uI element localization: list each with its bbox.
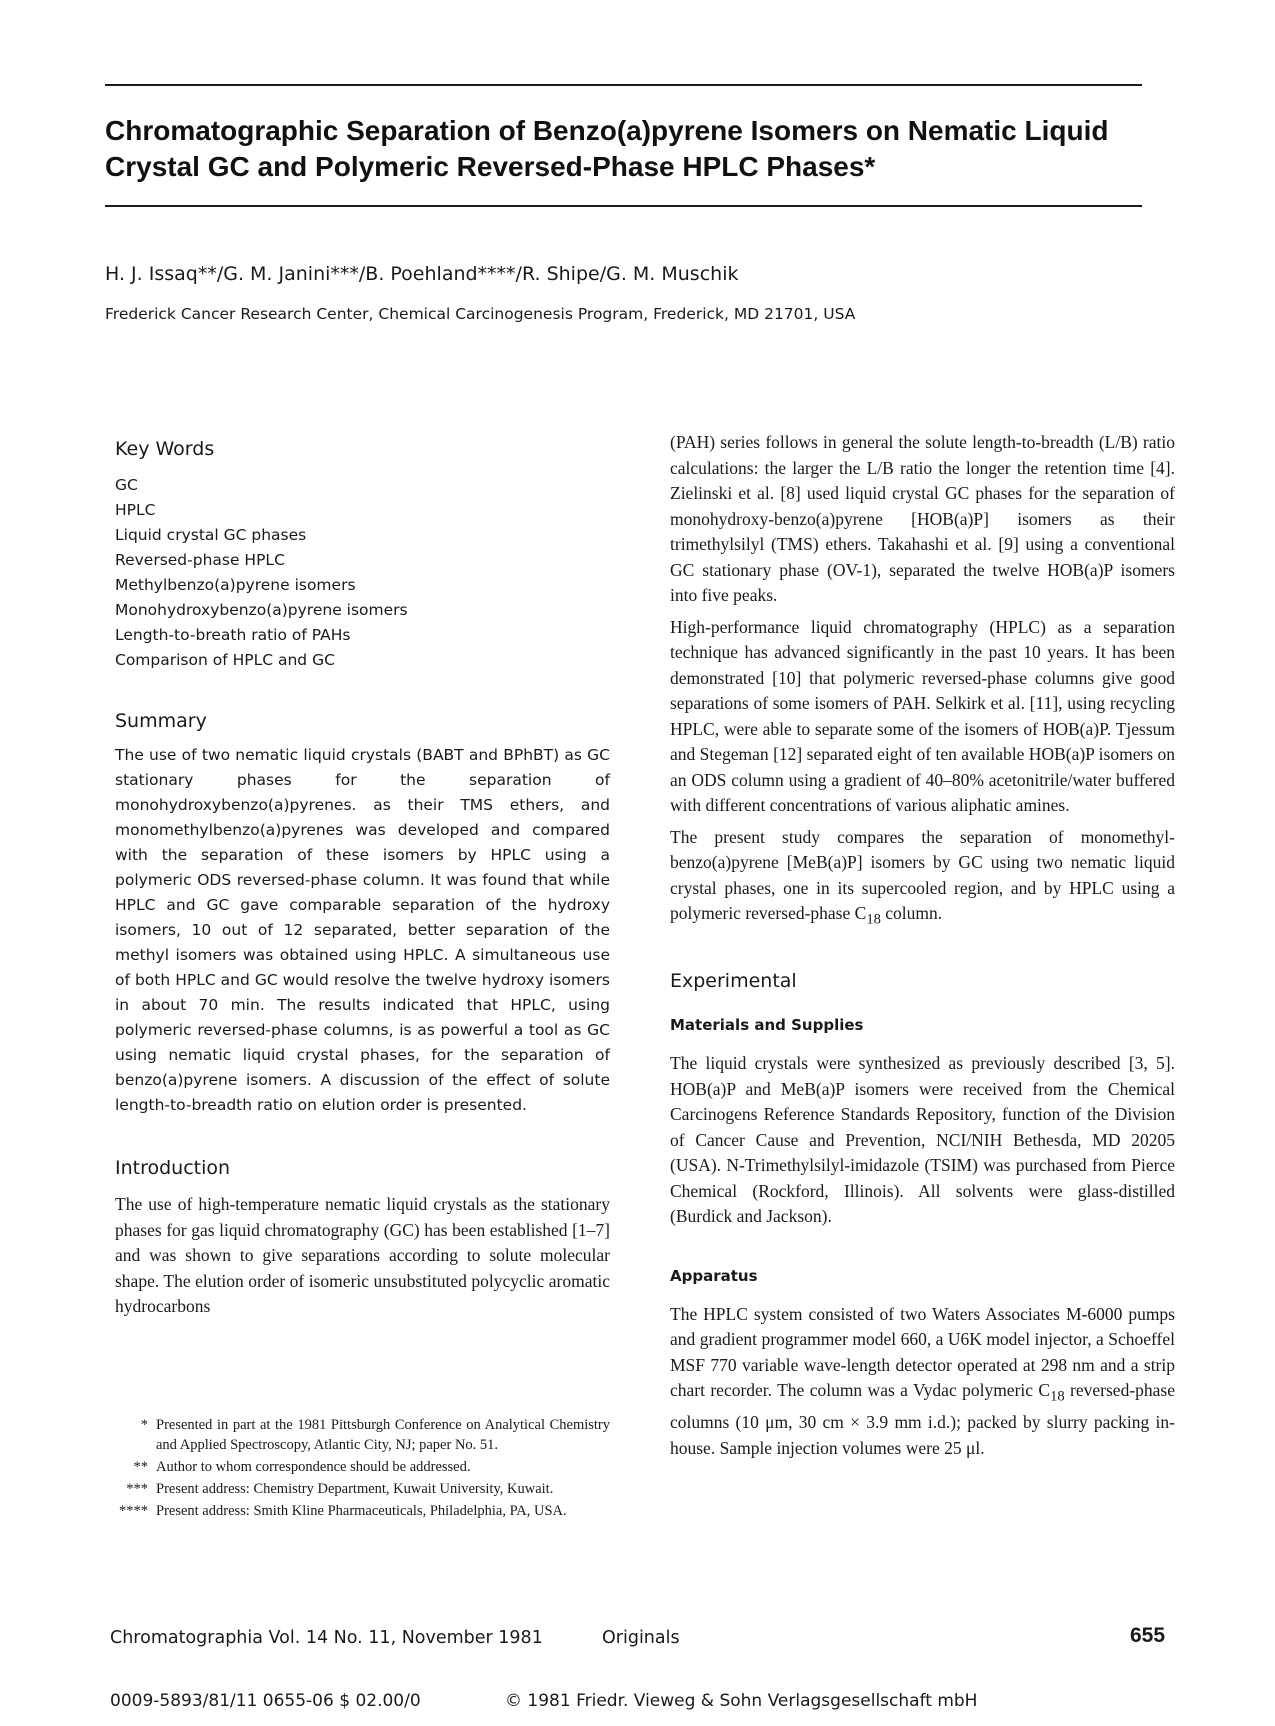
footnote (118, 1501, 610, 1521)
summary-text: The use of two nematic liquid crystals (BABT and BPhBT) as GC stationary phases for the separation of monohydroxybenzo(a)pyrenes. as their TMS ethers, and monomethylbenzo(a)pyrenes was developed and compared with the separation of these isomers by HPLC using a polymeric ODS reversed-phase column. It was found that while HPLC and GC gave comparable separation of the hydroxy isomers, 10 out of 12 separated, better separation of the methyl isomers was obtained using HPLC. A simultaneous use of both HPLC and GC would resolve the twelve hydroxy isomers in about 70 min. The results indicated that HPLC, using polymeric reversed-phase columns, is as powerful a tool as GC using nematic liquid crystal phases, for the separation of benzo(a)pyrene isomers. A discussion of the effect of solute length-to-breadth ratio on elution order is presented. (115, 746, 610, 1114)
materials-heading: Materials and Supplies (670, 1016, 864, 1034)
copyright-line: © 1981 Friedr. Vieweg & Sohn Verlagsgesellschaft mbH (505, 1691, 978, 1711)
keyword-item: HPLC (115, 501, 156, 519)
keywords-list (115, 473, 610, 673)
introduction-paragraph: The use of high-temperature nematic liquid crystals as the stationary phases for gas liquid chromatography (GC) has been established [1–7] and was shown to give separations according to solute molecular shape. The elution order of isomeric unsubstituted polycyclic aromatic hydrocarbons (115, 1194, 610, 1316)
apparatus-heading: Apparatus (670, 1266, 758, 1285)
introduction-section (115, 1156, 610, 1320)
experimental-heading: Experimental (670, 970, 797, 992)
paragraph-text: The present study compares the separation of monomethyl-benzo(a)pyrene [MeB(a)P] isomers by GC using two nematic liquid crystal phases, one in its supercooled region, and by HPLC using a polymeric reversed-phase C (670, 826, 1175, 923)
paragraph-text: column. (880, 903, 943, 923)
footnote-mark: ** (133, 1459, 148, 1475)
keyword-item: Length-to-breath ratio of PAHs (115, 626, 351, 644)
keyword-item: Methylbenzo(a)pyrene isomers (115, 576, 356, 594)
keywords-section (115, 437, 610, 673)
apparatus-paragraph (670, 1302, 1175, 1462)
footnote-mark: *** (126, 1481, 148, 1497)
affiliation: Frederick Cancer Research Center, Chemical Carcinogenesis Program, Frederick, MD 21701, USA (105, 305, 856, 323)
footnote (118, 1415, 610, 1455)
introduction-heading: Introduction (115, 1157, 231, 1179)
introduction-paragraph (670, 825, 1175, 934)
paragraph-text: reversed-phase columns (10 μm, 30 cm × 3.9 mm i.d.); packed by slurry packing in-house. Sample injection volumes were 25 μl. (670, 1380, 1175, 1458)
experimental-section (670, 969, 1175, 1461)
footnote-text: Presented in part at the 1981 Pittsburgh Conference on Analytical Chemistry and Applied Spectroscopy, Atlantic City, NJ; paper No. 51. (156, 1417, 610, 1453)
footnote-mark: **** (119, 1503, 148, 1519)
title-bottom-rule (105, 205, 1142, 207)
author-list: H. J. Issaq**/G. M. Janini***/B. Poehland****/R. Shipe/G. M. Muschik (105, 263, 739, 285)
right-column (670, 430, 1175, 1461)
materials-paragraph: The liquid crystals were synthesized as previously described [3, 5]. HOB(a)P and MeB(a)P isomers were received from the Chemical Carcinogens Reference Standards Repository, function of the Division of Cancer Cause and Prevention, NCI/NIH Bethesda, MD 20205 (USA). N-Trimethylsilyl-imidazole (TSIM) was purchased from Pierce Chemical (Rockford, Illinois). All solvents were glass-distilled (Burdick and Jackson). (670, 1053, 1175, 1226)
footnote (118, 1457, 610, 1477)
footnote-text: Present address: Chemistry Department, Kuwait University, Kuwait. (156, 1481, 554, 1497)
footnote-text: Present address: Smith Kline Pharmaceuticals, Philadelphia, PA, USA. (156, 1503, 567, 1519)
introduction-paragraph-continued: (PAH) series follows in general the solute length-to-breadth (L/B) ratio calculations: the larger the L/B ratio the longer the retention time [4]. Zielinski et al. [8] used liquid crystal GC phases for the separation of monohydroxy-benzo(a)pyrene [HOB(a)P] isomers as their trimethylsilyl (TMS) ethers. Takahashi et al. [9] using a conventional GC stationary phase (OV-1), separated the twelve HOB(a)P isomers into five peaks. (670, 432, 1175, 605)
keywords-heading: Key Words (115, 438, 215, 460)
subscript: 18 (866, 911, 881, 928)
footnote (118, 1479, 610, 1499)
issn-line: 0009-5893/81/11 0655-06 $ 02.00/0 (110, 1691, 421, 1711)
left-column (115, 437, 610, 1320)
keyword-item: Reversed-phase HPLC (115, 551, 285, 569)
paragraph-text: The HPLC system consisted of two Waters Associates M-6000 pumps and gradient programmer model 660, a U6K model injector, a Schoeffel MSF 770 variable wave-length detector operated at 298 nm and a strip chart recorder. The column was a Vydac polymeric C (670, 1303, 1175, 1400)
keyword-item: Monohydroxybenzo(a)pyrene isomers (115, 601, 408, 619)
article-title: Chromatographic Separation of Benzo(a)pyrene Isomers on Nematic Liquid Crystal GC and Polymeric Reversed-Phase HPLC Phases* (105, 115, 1109, 182)
summary-section (115, 709, 610, 1118)
subscript: 18 (1050, 1388, 1065, 1405)
section-label: Originals (602, 1628, 680, 1648)
footnote-text: Author to whom correspondence should be addressed. (156, 1459, 471, 1475)
top-rule (105, 84, 1142, 86)
summary-heading: Summary (115, 710, 207, 732)
keyword-item: GC (115, 476, 138, 494)
introduction-paragraph: High-performance liquid chromatography (HPLC) as a separation technique has advanced significantly in the past 10 years. It has been demonstrated [10] that polymeric reversed-phase columns give good separations of some isomers of PAH. Selkirk et al. [11], using recycling HPLC, were able to separate some of the isomers of HOB(a)P. Tjessum and Stegeman [12] separated eight of ten available HOB(a)P isomers on an ODS column using a gradient of 40–80% acetonitrile/water buffered with different concentrations of various aliphatic amines. (670, 616, 1175, 815)
footnote-mark: * (140, 1417, 148, 1433)
page-number: 655 (1130, 1624, 1166, 1647)
keyword-item: Comparison of HPLC and GC (115, 651, 335, 669)
journal-citation: Chromatographia Vol. 14 No. 11, November 1981 (110, 1628, 543, 1648)
footnotes (118, 1415, 610, 1523)
keyword-item: Liquid crystal GC phases (115, 526, 307, 544)
